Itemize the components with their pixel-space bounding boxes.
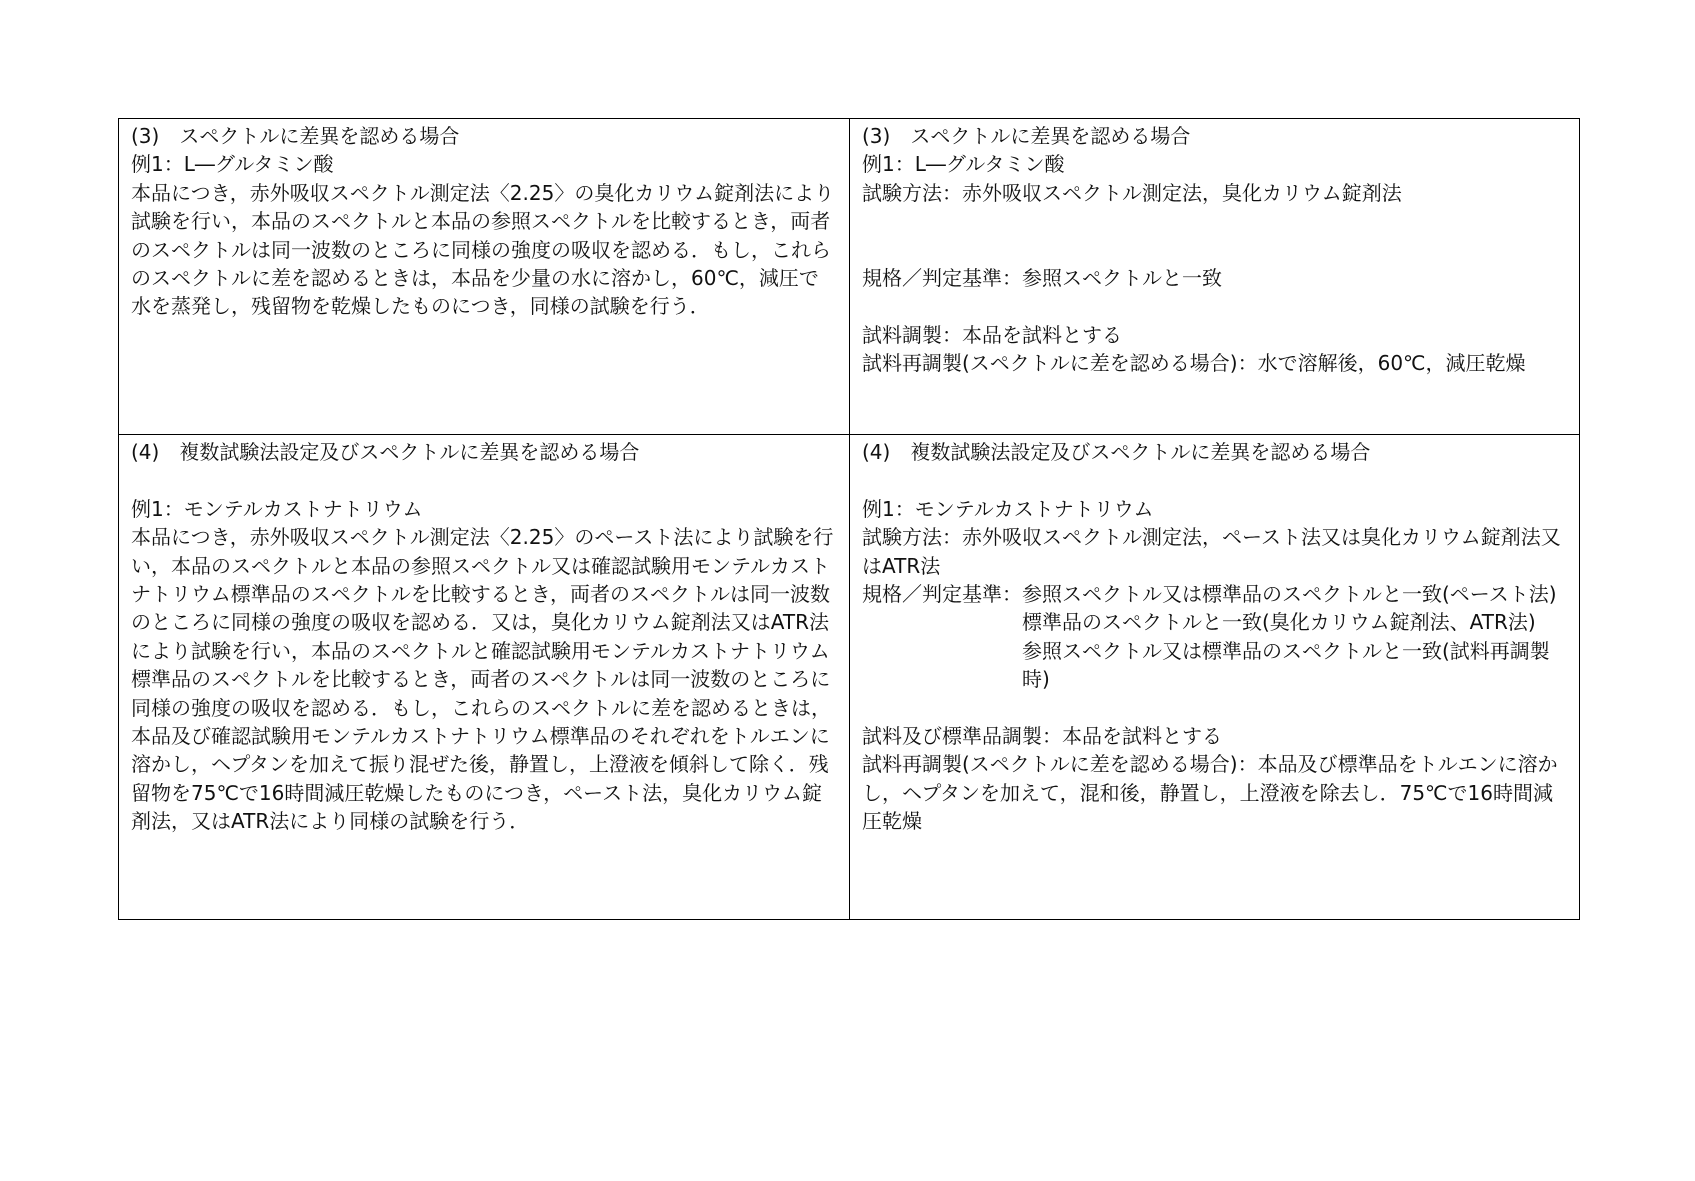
test-description: 本品につき，赤外吸収スペクトル測定法〈2.25〉のペースト法により試験を行い，本品のスペクトルと本品の参照スペクトル又は確認試験用モンテルカストナトリウム標準品のスペクトルを比較するとき，両者のスペクトルは同一波数のところに同様の強度の吸収を認める．又は，臭化カリウム錠剤法又はATR法により試験を行い，本品のスペクトルと確認試験用モンテルカストナトリウム標準品のスペクトルを比較するとき，両者のスペクトルは同一波数のところに同様の強度の吸収を認める．もし，これらのスペクトルに差を認めるときは，本品及び確認試験用モンテルカストナトリウム標準品のそれぞれをトルエンに溶かし，ヘプタンを加えて振り混ぜた後，静置し，上澄液を傾斜して除く．残留物を75℃で16時間減圧乾燥したものにつき，ペースト法，臭化カリウム錠剤法，又はATR法により同様の試験を行う． [131, 525, 834, 834]
spacer [862, 292, 1567, 320]
criteria-item: 参照スペクトル又は標準品のスペクトルと一致(ペースト法) [1022, 582, 1557, 607]
sample-repreparation: 試料再調製(スペクトルに差を認める場合)：本品及び標準品をトルエンに溶かし，ヘプタンを加えて，混和後，静置し，上澄液を除去し．75℃で16時間減圧乾燥 [862, 752, 1558, 834]
test-description: 本品につき，赤外吸収スペクトル測定法〈2.25〉の臭化カリウム錠剤法により試験を行い，本品のスペクトルと本品の参照スペクトルを比較するとき，両者のスペクトルは同一波数のところに同様の強度の吸収を認める．もし，これらのスペクトルに差を認めるときは，本品を少量の水に溶かし，60℃，減圧で水を蒸発し，残留物を乾燥したものにつき，同様の試験を行う． [131, 180, 835, 319]
criteria-label: 規格／判定基準： [862, 266, 1022, 290]
section-heading: (3) スペクトルに差異を認める場合 [131, 124, 460, 148]
test-method: 試験方法：赤外吸収スペクトル測定法，臭化カリウム錠剤法 [862, 180, 1402, 205]
example-title: 例1：モンテルカストナトリウム [862, 496, 1154, 521]
section-heading: (4) 複数試験法設定及びスペクトルに差異を認める場合 [131, 440, 640, 464]
sample-preparation: 試料調製：本品を試料とする [862, 322, 1122, 347]
right-cell-structured-text [850, 435, 1580, 920]
spacer [862, 466, 1567, 494]
spacer [862, 236, 1567, 264]
sample-repreparation: 試料再調製(スペクトルに差を認める場合)：水で溶解後，60℃，減圧乾燥 [862, 351, 1526, 376]
spacer [862, 207, 1567, 235]
example-title: 例1：L―グルタミン酸 [862, 152, 1065, 177]
criteria-label: 規格／判定基準： [862, 582, 1022, 607]
test-method: 試験方法：赤外吸収スペクトル測定法，ペースト法又は臭化カリウム錠剤法又はATR法 [862, 525, 1561, 578]
example-title: 例1：モンテルカストナトリウム [131, 496, 423, 521]
right-cell-structured-text [850, 119, 1580, 435]
criteria-item: 参照スペクトルと一致 [1022, 266, 1222, 290]
comparison-table [118, 118, 1580, 920]
spacer [131, 466, 837, 494]
example-title: 例1：L―グルタミン酸 [131, 152, 334, 177]
spacer [862, 694, 1567, 722]
criteria-list [1022, 264, 1567, 292]
criteria-list [1022, 580, 1567, 694]
acceptance-criteria [862, 580, 1567, 694]
table-row [119, 119, 1580, 435]
criteria-item: 標準品のスペクトルと一致(臭化カリウム錠剤法、ATR法) [1022, 610, 1536, 635]
criteria-item: 参照スペクトル又は標準品のスペクトルと一致(試料再調製時) [1022, 638, 1550, 692]
left-cell-original-text [119, 119, 850, 435]
table-row [119, 435, 1580, 920]
section-heading: (3) スペクトルに差異を認める場合 [862, 124, 1191, 148]
acceptance-criteria [862, 264, 1567, 292]
left-cell-original-text [119, 435, 850, 920]
sample-preparation: 試料及び標準品調製：本品を試料とする [862, 724, 1222, 749]
section-heading: (4) 複数試験法設定及びスペクトルに差異を認める場合 [862, 440, 1371, 464]
